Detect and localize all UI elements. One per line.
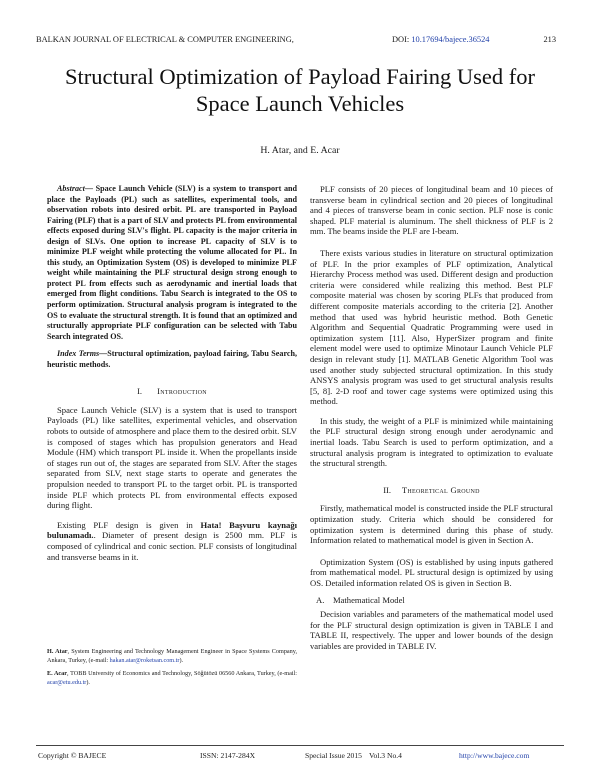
doi: [392, 35, 489, 44]
body-paragraph: PLF consists of 20 pieces of longitudinal beam and 10 pieces of transverse beam in cylindrical section and 20 pieces of longitudinal and 4 pieces of transverse beam in conic section. PLF nose is conic shaped. PLF material is aluminum. The shell thickness of PLF is 2 mm. The beams inside the PLF are I-beam.: [310, 184, 553, 237]
journal-name: BALKAN JOURNAL OF ELECTRICAL & COMPUTER ENGINEERING,: [36, 35, 294, 44]
left-column: [47, 184, 297, 562]
intro-paragraph-2: [47, 520, 297, 562]
running-header: [36, 35, 566, 47]
broken-reference: Hata! Başvuru kaynağı bulunamadı.: [47, 519, 297, 541]
footer-copyright: Copyright © BAJECE: [38, 751, 107, 760]
subsection-number: A.: [316, 594, 325, 605]
journal-url-link[interactable]: http://www.bajece.com: [459, 751, 530, 760]
footer-url: [459, 751, 529, 760]
section-number: I.: [137, 386, 143, 397]
paper-title: Structural Optimization of Payload Fairing Used for Space Launch Vehicles: [65, 64, 535, 116]
body-paragraph: In this study, the weight of a PLF is minimized while maintaining the PLF structural design strong enough under aerodynamic and inertial loads. Tabu Search is used to perform optimization, and a structural analysis program is integrated to optimization to evaluate the structural strength.: [310, 415, 553, 469]
footnote-end: ).: [179, 656, 184, 664]
body-paragraph: Decision variables and parameters of the mathematical model used for the PLF structural design optimization is given in TABLE I and TABLE II, respectively. The upper and lower bounds of the design variables are provided in TABLE IV.: [310, 609, 553, 651]
body-paragraph: There exists various studies in literature on structural optimization of PLF. In the prior examples of PLF optimization, Analytical Hierarchy Process method was used. Different design and production criteria were considered while realizing this method. Best PLF composite material was chosen by scoring PLFs that produced from different composite materials according to the criteria [2]. Another method that used was hybrid heuristic method. Both Genetic Algorithm and Sequential Quadratic Programming were used in optimization system [11]. Also, HyperSizer program and finite element model were used to optimize Minotaur Launch Vehicle PLF design in relevant study [1]. MATLAB Genetic Algorithm Tool was used another study subjected structural optimization. In this study ANSYS analysis program was used to get structural analysis results [5, 8]. 2-D roof and tower cage systems were optimized using this method.: [310, 247, 553, 407]
doi-label: DOI:: [392, 35, 412, 44]
footer-divider: [36, 745, 564, 746]
section-title: Introduction: [157, 386, 207, 397]
body-paragraph: Firstly, mathematical model is constructed inside the PLF structural optimization study. Criteria which should be considered for optimization system is determined during this phase of study. Information related to mathematical model is given in Section A.: [310, 503, 553, 546]
footer-volume: Vol.3 No.4: [369, 751, 402, 760]
section-number: II.: [383, 484, 392, 495]
index-terms: [47, 349, 297, 370]
section-heading-theoretical-ground: [310, 485, 553, 496]
footnote-text: , TOBB University of Economics and Technology, Söğütözü 06560 Ankara, Turkey, (e-mail:: [67, 670, 297, 677]
intro-p2-before: Existing PLF design is given in: [57, 519, 201, 530]
email-link[interactable]: acar@etu.edu.tr: [47, 678, 87, 686]
abstract: [47, 184, 297, 342]
subsection-heading: [316, 595, 553, 606]
footnote-name: E. Acar: [47, 670, 68, 677]
section-title: Theoretical Ground: [401, 484, 480, 495]
page-number: 213: [543, 35, 556, 44]
section-heading-introduction: [47, 386, 297, 397]
footer-issn: ISSN: 2147-284X: [200, 751, 256, 760]
abstract-label: Abstract: [57, 184, 85, 193]
authors: H. Atar, and E. Acar: [260, 145, 340, 156]
footnote-end: ).: [86, 678, 90, 686]
footer-issue: Special Issue 2015: [305, 751, 362, 760]
body-paragraph: Optimization System (OS) is established by using inputs gathered from mathematical model. PL structural design is optimized by using OS. Detailed information related OS is given in Section B.: [310, 556, 553, 588]
footnote-acar: [47, 670, 297, 687]
footnote-name: H. Atar: [47, 648, 68, 655]
index-terms-text: —Structural optimization, payload fairing, Tabu Search, heuristic methods.: [47, 349, 298, 369]
email-link[interactable]: hakan.atar@roketsan.com.tr: [109, 656, 180, 664]
intro-p2-after: . Diameter of present design is 2500 mm. PLF is composed of cylindrical and conic section. PLF consists of longitudinal and transverse beams in it.: [47, 530, 297, 562]
doi-link[interactable]: 10.17694/bajece.36524: [411, 35, 490, 44]
footnote-text: , System Engineering and Technology Management Engineer in Space Systems Company, Ankara, Turkey, (e-mail:: [47, 648, 298, 664]
intro-paragraph-1: Space Launch Vehicle (SLV) is a system that is used to transport Payloads (PL) like satellites, experimental vehicles, and observation robots to outside of atmosphere and place them to the desired orbit. SLV is composed of stages which has propulsion generators and Head Module (HM) which transport PL inside it. When the propellants inside of stages run out of, the stages are separated from SLV. After the stages separated from SLV, next stage starts to operate and generates the propulsion needed to transport PL to the target orbit. PL is transported inside PLF which protects PL from environmental effects exposed during flight.: [47, 404, 297, 511]
abstract-text: — Space Launch Vehicle (SLV) is a system to transport and place the Payloads (PL) such as satellites, experimental tools, and observation robots into desired orbit. PL are transported in Payload Fairing (PLF) that is a part of SLV and protects PL from environmental effects exposed during SLV's flight. PL capacity is the major criteria in design of SLVs. One option to increase PL capacity of SLV is to minimize PLF weight while protecting the volume allocated for PL. In this study, an Optimization System (OS) is developed to minimize PLF weight while maintaining the PLF structural design strong enough to protect PL from effects such as aerodynamic and inertial loads that emerged from flight conditions. Tabu Search is integrated to the OS to perform optimization. Structural analysis program is integrated to the OS to evaluate the structural strength. It is found that an optimized and structurally appropriate PLF configuration can be selected with Tabu Search integrated OS.: [47, 184, 297, 341]
subsection-title: Mathematical Model: [332, 594, 405, 605]
right-column: [310, 184, 553, 652]
footnote-atar: [47, 648, 297, 665]
index-terms-label: Index Terms: [57, 349, 100, 359]
